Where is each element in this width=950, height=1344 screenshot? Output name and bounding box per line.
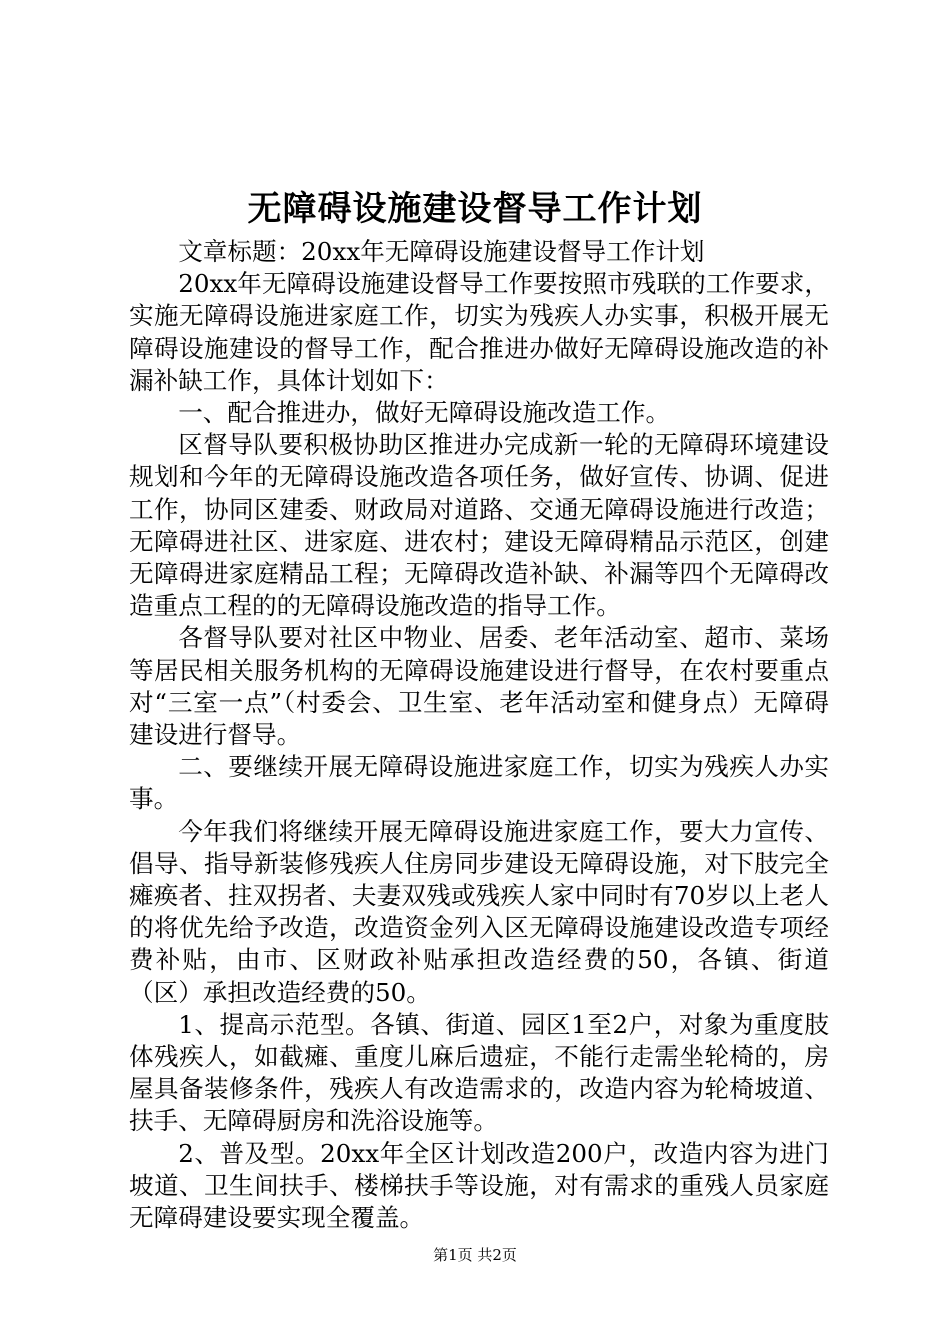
document-body: [129, 236, 829, 1234]
paragraph-intro: 20xx年无障碍设施建设督导工作要按照市残联的工作要求，实施无障碍设施进家庭工作，切实为残疾人办实事，积极开展无障碍设施建设的督导工作，配合推进办做好无障碍设施改造的补漏补缺工作，具体计划如下：: [129, 269, 829, 395]
document-title: 无障碍设施建设督导工作计划: [247, 189, 703, 229]
paragraph: 区督导队要积极协助区推进办完成新一轮的无障碍环境建设规划和今年的无障碍设施改造各项任务，做好宣传、协调、促进工作，协同区建委、财政局对道路、交通无障碍设施进行改造；无障碍进社区、进家庭、进农村；建设无障碍精品示范区，创建无障碍进家庭精品工程；无障碍改造补缺、补漏等四个无障碍改造重点工程的的无障碍设施改造的指导工作。: [129, 430, 829, 621]
paragraph-article-title: 文章标题：20xx年无障碍设施建设督导工作计划: [178, 237, 705, 266]
section-heading-2: 二、要继续开展无障碍设施进家庭工作，切实为残疾人办实事。: [129, 752, 829, 814]
section-heading-1: 一、配合推进办，做好无障碍设施改造工作。: [178, 398, 671, 428]
page-indicator: 第1页 共2页: [433, 1246, 517, 1264]
paragraph: 各督导队要对社区中物业、居委、老年活动室、超市、菜场等居民相关服务机构的无障碍设施建设进行督导，在农村要重点对“三室一点”（村委会、卫生室、老年活动室和健身点）无障碍建设进行督导。: [129, 623, 829, 750]
list-item-popularization-type: 2、普及型。20xx年全区计划改造200户，改造内容为进门坡道、卫生间扶手、楼梯扶手等设施，对有需求的重残人员家庭无障碍建设要实现全覆盖。: [129, 1138, 829, 1233]
list-item-demonstration-type: 1、提高示范型。各镇、街道、园区1至2户，对象为重度肢体残疾人，如截瘫、重度儿麻后遗症，不能行走需坐轮椅的，房屋具备装修条件，残疾人有改造需求的，改造内容为轮椅坡道、扶手、无障碍厨房和洗浴设施等。: [129, 1009, 829, 1136]
paragraph: 今年我们将继续开展无障碍设施进家庭工作，要大力宣传、倡导、指导新装修残疾人住房同步建设无障碍设施，对下肢完全瘫痪者、拄双拐者、夫妻双残或残疾人家中同时有70岁以上老人的将优先给予改造，改造资金列入区无障碍设施建设改造专项经费补贴，由市、区财政补贴承担改造经费的50，各镇、街道（区）承担改造经费的50。: [129, 816, 829, 1007]
